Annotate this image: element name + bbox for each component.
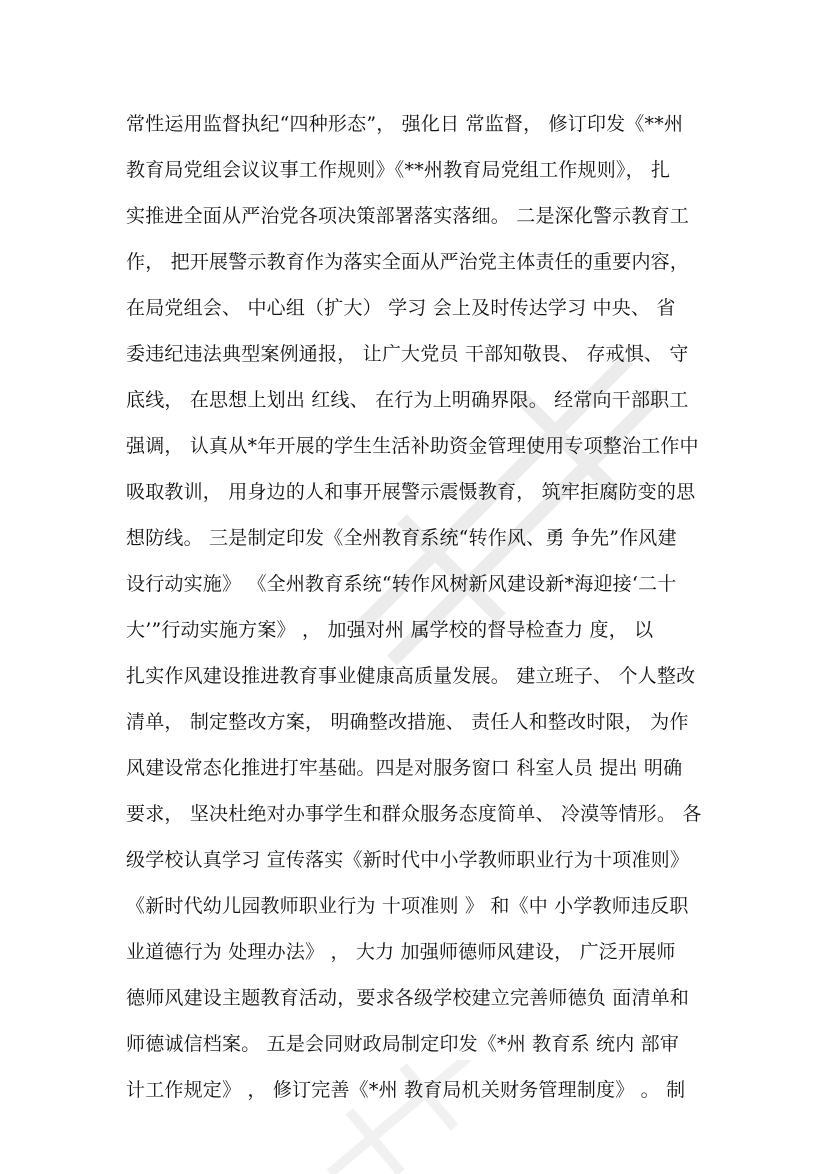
text-line: 想防线。 三是制定印发《全州教育系统“转作风、勇 争先”作风建 [126, 527, 677, 549]
text-line: 作， 把开展警示教育作为落实全面从严治党主体责任的重要内容， [126, 251, 690, 273]
text-line: 吸取教训， 用身边的人和事开展警示震慑教育， 筑牢拒腐防变的思 [126, 481, 696, 503]
text-line: 《新时代幼儿园教师职业行为 十项准则 》 和《中 小学教师违反职 [126, 895, 689, 917]
text-line: 业道德行为 处理办法》 ， 大力 加强师德师风建设， 广泛开展师 [126, 941, 676, 963]
text-line: 常性运用监督执纪“四种形态”， 强化日 常监督， 修订印发《**州 [126, 113, 684, 135]
text-line: 扎实作风建设推进教育事业健康高质量发展。 建立班子、 个人整改 [126, 665, 696, 687]
text-line: 德师风建设主题教育活动，要求各级学校建立完善师德负 面清单和 [126, 987, 690, 1009]
text-line: 级学校认真学习 宣传落实《新时代中小学教师职业行为十项准则》 [126, 849, 690, 871]
text-line: 计工作规定》 ， 修订完善《*州 教育局机关财务管理制度》 。 制 [126, 1079, 686, 1101]
text-line: 在局党组会、 中心组（扩大） 学习 会上及时传达学习 中央、 省 [126, 297, 676, 319]
text-line: 师德诚信档案。 五是会同财政局制定印发《*州 教育系 统内 部审 [126, 1033, 680, 1055]
text-line: 实推进全面从严治党各项决策部署落实落细。 二是深化警示教育工 [126, 205, 690, 227]
text-line: 教育局党组会议议事工作规则》《**州教育局党组工作规则》， 扎 [126, 159, 671, 181]
text-line: 强调， 认真从*年开展的学生生活补助资金管理使用专项整治工作中 [126, 435, 699, 457]
text-line: 设行动实施》 《全州教育系统“转作风树新风建设新*海迎接‘二十 [126, 573, 677, 595]
body-text [126, 101, 716, 1113]
text-line: 要求， 坚决杜绝对办事学生和群众服务态度简单、 冷漠等情形。 各 [126, 803, 702, 825]
text-line: 风建设常态化推进打牢基础。四是对服务窗口 科室人员 提出 明确 [126, 757, 683, 779]
text-line: 大’”行动实施方案》 ， 加强对州 属学校的督导检查力 度， 以 [126, 619, 654, 641]
text-line: 清单， 制定整改方案， 明确整改措施、 责任人和整改时限， 为作 [126, 711, 689, 733]
text-line: 底线， 在思想上划出 红线、 在行为上明确界限。 经常向干部职工 [126, 389, 689, 411]
text-line: 委违纪违法典型案例通报， 让广大党员 干部知敬畏、 存戒惧、 守 [126, 343, 689, 365]
